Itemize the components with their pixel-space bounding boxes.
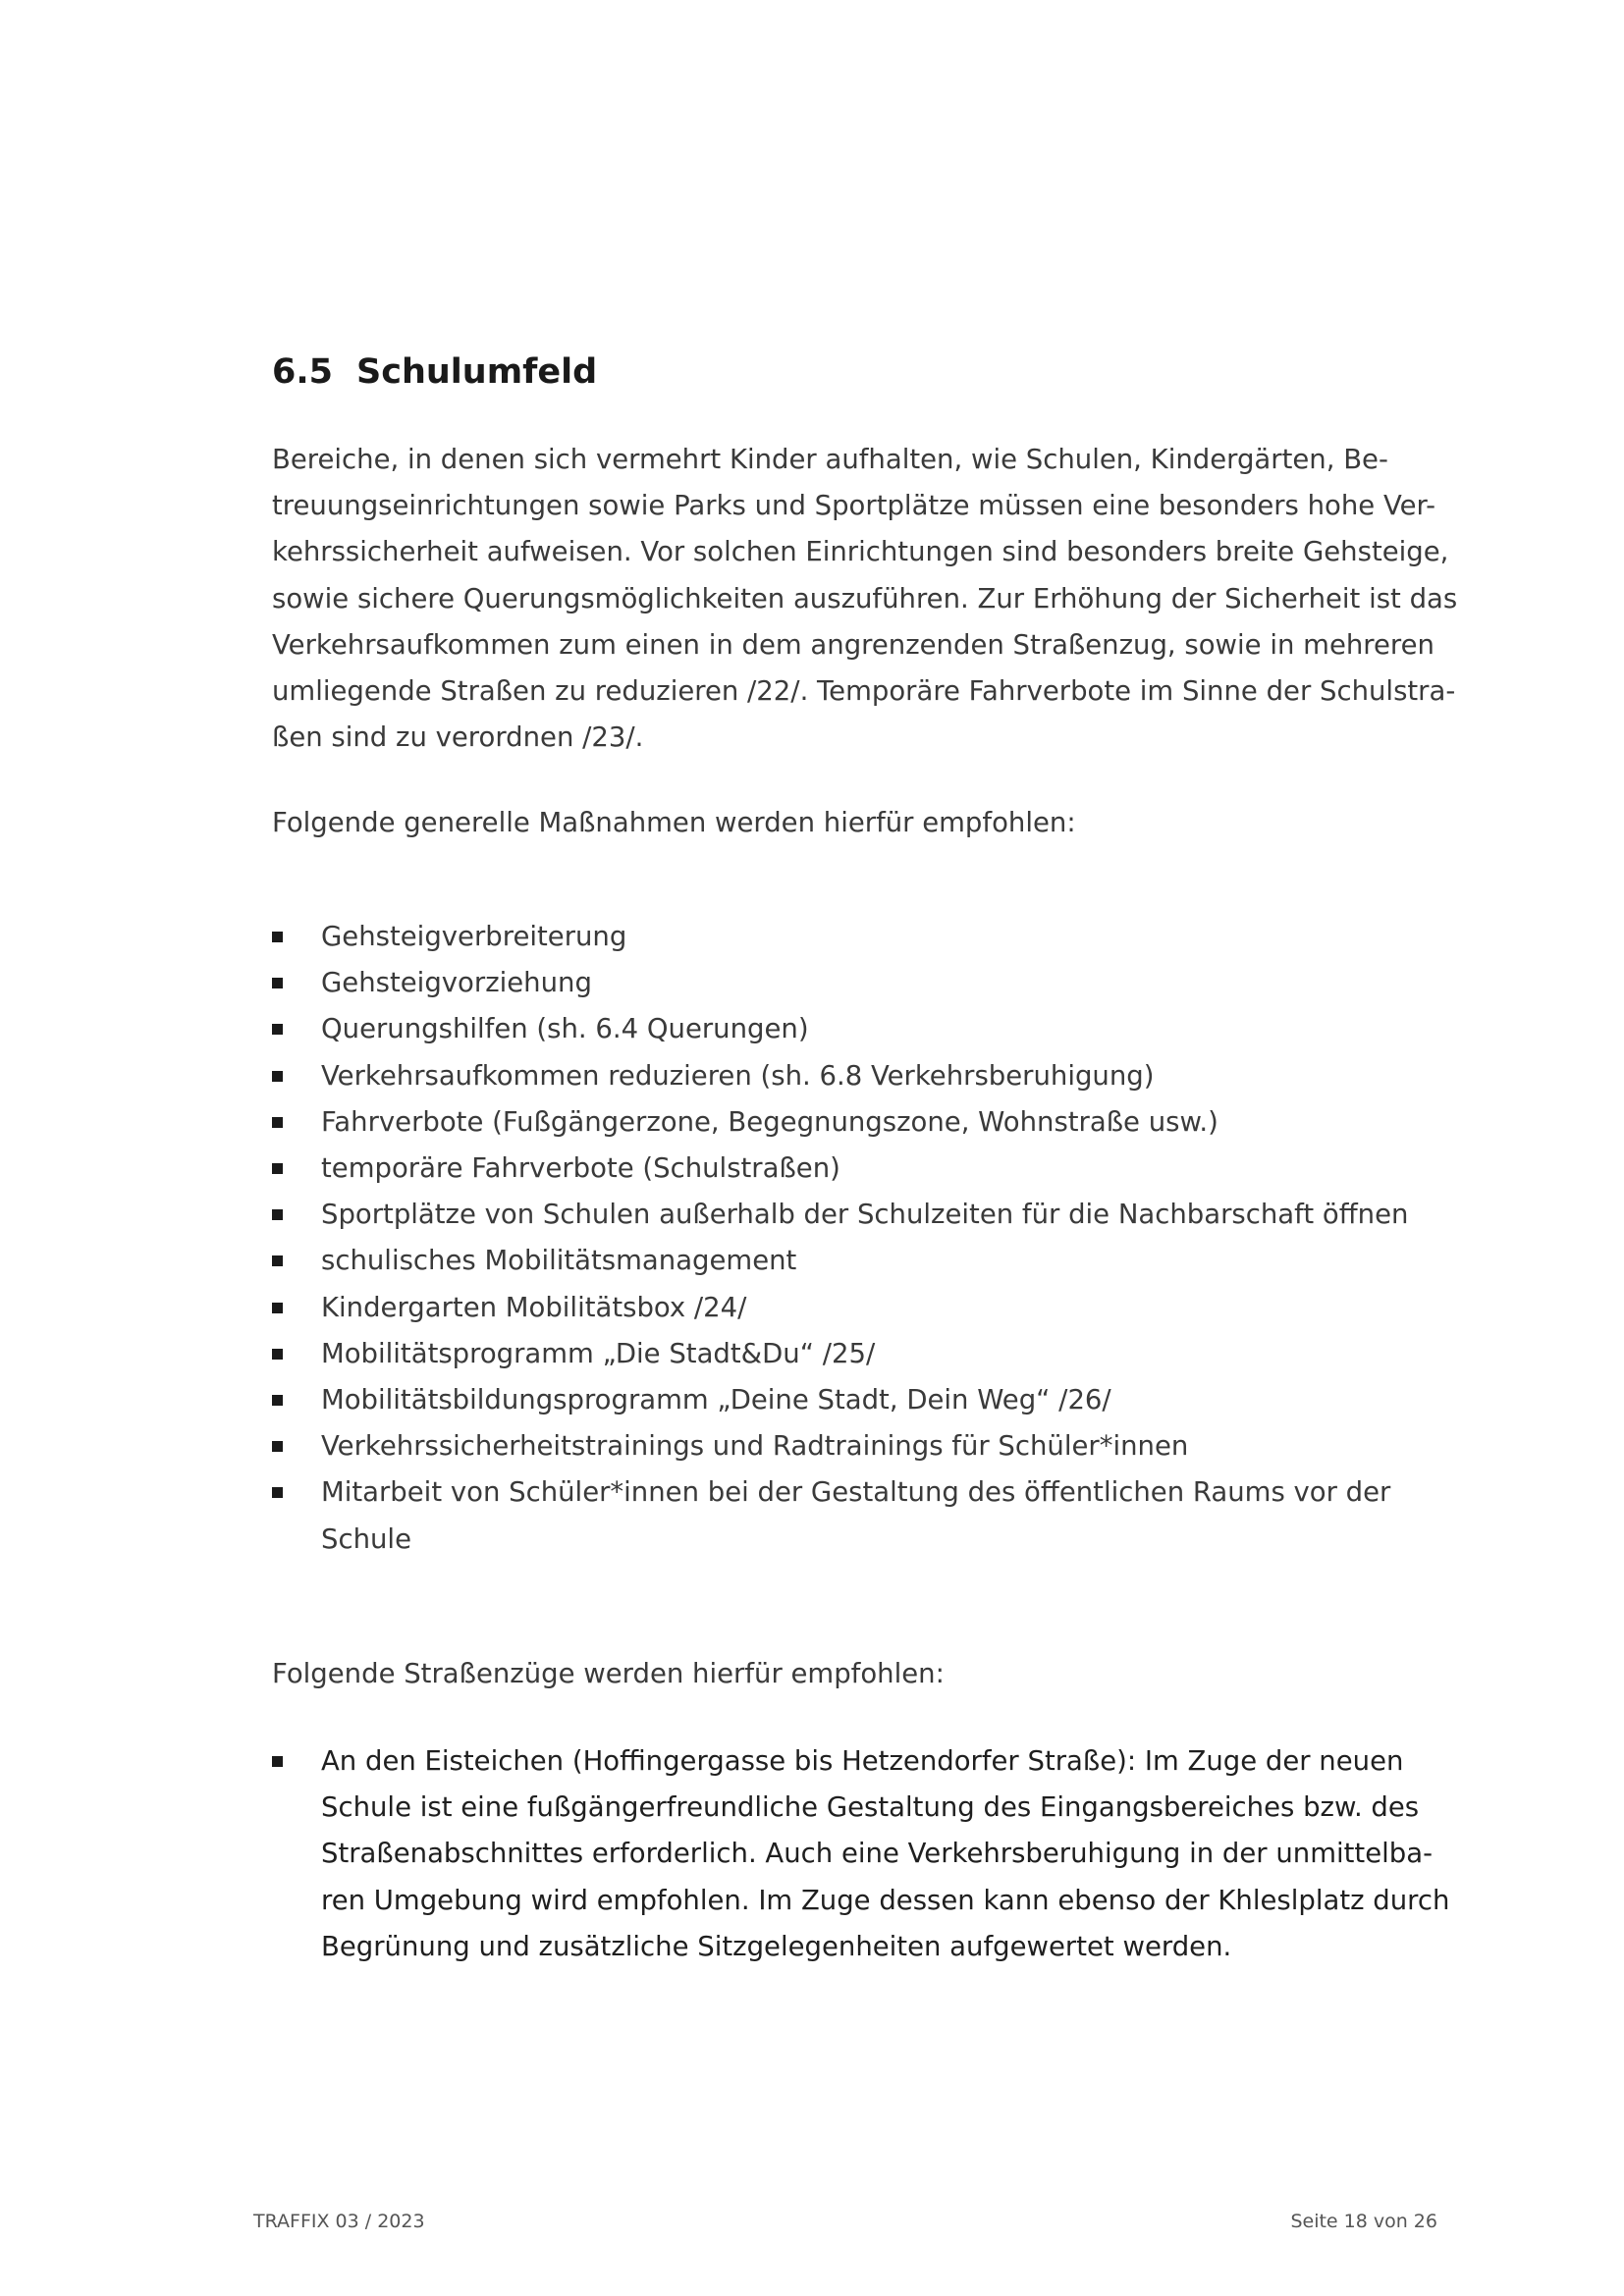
list-item-text: schulisches Mobilitätsmanagement [321,1245,797,1277]
list-item-text: Schule [321,1522,411,1555]
bullet-square-icon [272,1441,283,1452]
bullet-square-icon [272,1117,283,1128]
list-item-text: Sportplätze von Schulen außerhalb der Schulzeiten für die Nachbarschaft öffnen [321,1199,1409,1231]
section-number: 6.5 [272,352,334,393]
intro-line: Verkehrsaufkommen zum einen in dem angrenzenden Straßenzug, sowie in mehreren [272,628,1435,661]
bullet-square-icon [272,1395,283,1406]
bullet-square-icon [272,1255,283,1266]
list-item-text: An den Eisteichen (Hoffingergasse bis Hetzendorfer Straße): Im Zuge der neuen [321,1745,1404,1777]
list-item-text: ren Umgebung wird empfohlen. Im Zuge dessen kann ebenso der Khleslplatz durch [321,1884,1450,1916]
section-title: Schulumfeld [356,352,598,393]
intro-line: treuungseinrichtungen sowie Parks und Sportplätze müssen eine besonders hohe Ver- [272,490,1436,522]
list-item [272,1006,1431,1052]
list-item [272,960,1431,1006]
intro-line: sowie sichere Querungsmöglichkeiten auszuführen. Zur Erhöhung der Sicherheit ist das [272,582,1458,614]
streets-list [272,1738,1450,1970]
intro-line: Bereiche, in denen sich vermehrt Kinder aufhalten, wie Schulen, Kindergärten, Be- [272,444,1388,475]
list-item-text: Begrünung und zusätzliche Sitzgelegenheiten aufgewertet werden. [321,1930,1232,1962]
bullet-square-icon [272,932,283,942]
bullet-square-icon [272,1209,283,1220]
list-item-text: Schule ist eine fußgängerfreundliche Gestaltung des Eingangsbereiches bzw. des [321,1791,1420,1824]
list-item [272,1285,1431,1331]
list-item [272,1099,1431,1146]
list-item-text: Gehsteigvorziehung [321,967,592,999]
list-item [272,1146,1431,1192]
list-item [272,1192,1431,1238]
intro-line: ßen sind zu verordnen /23/. [272,721,644,754]
list-item-text: Fahrverbote (Fußgängerzone, Begegnungszone, Wohnstraße usw.) [321,1105,1218,1138]
intro-paragraph [272,437,1458,761]
list-item [272,914,1431,960]
list-item-text: Gehsteigverbreiterung [321,921,627,952]
bullet-square-icon [272,1756,283,1767]
list-item-text: Verkehrssicherheitstrainings und Radtrainings für Schüler*innen [321,1430,1189,1463]
list-item-text: Mobilitätsbildungsprogramm „Deine Stadt, Dein Weg“ /26/ [321,1384,1111,1416]
list-item [272,1469,1431,1562]
intro-line: umliegende Straßen zu reduzieren /22/. Temporäre Fahrverbote im Sinne der Schulstra- [272,675,1456,708]
bullet-square-icon [272,1071,283,1082]
list-item [272,1053,1431,1099]
list-item [272,1377,1431,1423]
list-item [272,1331,1431,1377]
measures-list [272,914,1431,1563]
list-item-text: Querungshilfen (sh. 6.4 Querungen) [321,1013,809,1045]
list-item-text: Kindergarten Mobilitätsbox /24/ [321,1291,747,1323]
streets-intro [272,1651,1431,1697]
intro-line: kehrssicherheit aufweisen. Vor solchen Einrichtungen sind besonders breite Gehsteige, [272,536,1449,568]
bullet-square-icon [272,1024,283,1035]
bullet-square-icon [272,1487,283,1498]
bullet-square-icon [272,1349,283,1360]
section-heading [272,352,597,392]
list-item-text: Straßenabschnittes erforderlich. Auch eine Verkehrsberuhigung in der unmittelba- [321,1838,1433,1870]
footer-left: TRAFFIX 03 / 2023 [253,2211,425,2232]
bullet-square-icon [272,1303,283,1313]
footer-page-number: Seite 18 von 26 [1290,2211,1437,2232]
measures-intro-text: Folgende generelle Maßnahmen werden hierfür empfohlen: [272,807,1076,838]
list-item-text: temporäre Fahrverbote (Schulstraßen) [321,1152,840,1185]
list-item [272,1738,1450,1970]
list-item-text: Mitarbeit von Schüler*innen bei der Gestaltung des öffentlichen Raums vor der [321,1476,1391,1509]
list-item [272,1238,1431,1284]
streets-intro-text: Folgende Straßenzüge werden hierfür empfohlen: [272,1658,945,1689]
list-item [272,1423,1431,1469]
measures-intro [272,800,1431,846]
list-item-text: Mobilitätsprogramm „Die Stadt&Du“ /25/ [321,1337,876,1369]
bullet-square-icon [272,978,283,988]
list-item-text: Verkehrsaufkommen reduzieren (sh. 6.8 Verkehrsberuhigung) [321,1059,1155,1092]
bullet-square-icon [272,1163,283,1174]
